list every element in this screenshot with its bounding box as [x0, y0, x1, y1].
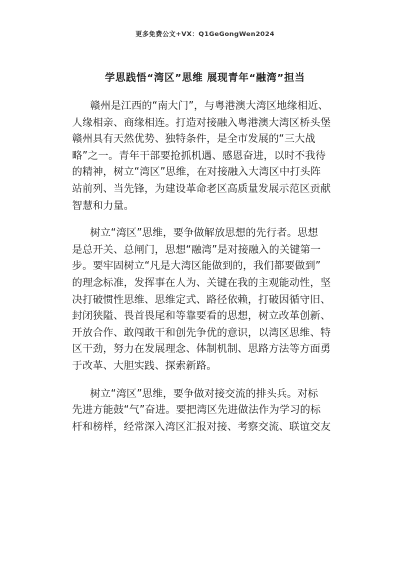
text-line: 略”之一。青年干部要抢抓机遇、感恩奋进，以时不我待 [72, 149, 326, 162]
text-line: 的理念标准，发挥事在人为、关键在我的主观能动性，坚 [72, 276, 331, 289]
text-line: 人缘相亲、商缘相连。打造对接融入粤港澳大湾区桥头堡 [72, 116, 331, 129]
document-body [72, 98, 340, 446]
text-line: 决打破惯性思维、思维定式、路径依赖，打破因循守旧、 [72, 293, 331, 306]
text-line: 是总开关、总闸门，思想“融湾”是对接融入的关键第一 [72, 243, 321, 256]
paragraph-3 [72, 386, 340, 436]
paragraph-1 [72, 98, 340, 214]
text-line: 开放合作、敢闯敢干和创先争优的意识，以湾区思维、特 [72, 326, 331, 339]
text-line: 智慧和力量。 [72, 199, 135, 212]
paragraph-2 [72, 225, 340, 374]
text-line: 赣州具有天然优势、独特条件，是全市发展的“三大战 [72, 133, 316, 146]
text-line: 的精神，树立“湾区”思维，在对接融入大湾区中打头阵 [72, 166, 321, 179]
text-line: 于改革、大胆实践、探索新路。 [72, 359, 217, 372]
text-line: 区干劲，努力在发展理念、体制机制、思路方法等方面勇 [72, 343, 331, 356]
text-line: 赣州是江西的“南大门”，与粤港澳大湾区地缘相近、 [90, 100, 329, 112]
text-line: 步。要牢固树立“凡是大湾区能做到的，我们都要做到” [72, 260, 321, 273]
header-note: 更多免费公文+VX：Q1GeGongWen2024 [135, 30, 275, 38]
text-line: 树立“湾区”思维，要争做对接交流的排头兵。对标 [90, 387, 319, 400]
text-line: 树立“湾区”思维，要争做解放思想的先行者。思想 [90, 227, 319, 240]
text-line: 杆和榜样，经常深入湾区汇报对接、考察交流、联谊交友 [72, 420, 331, 433]
text-line: 先进方能鼓“气”奋进。要把湾区先进做法作为学习的标 [72, 404, 321, 417]
text-line: 站前列、当先锋，为建设革命老区高质量发展示范区贡献 [72, 182, 331, 195]
document-title: 学思践悟“湾区”思维 展现青年“融湾”担当 [104, 73, 306, 84]
text-line: 封闭狭隘、畏首畏尾和等靠要看的思想，树立改革创新、 [72, 310, 331, 323]
